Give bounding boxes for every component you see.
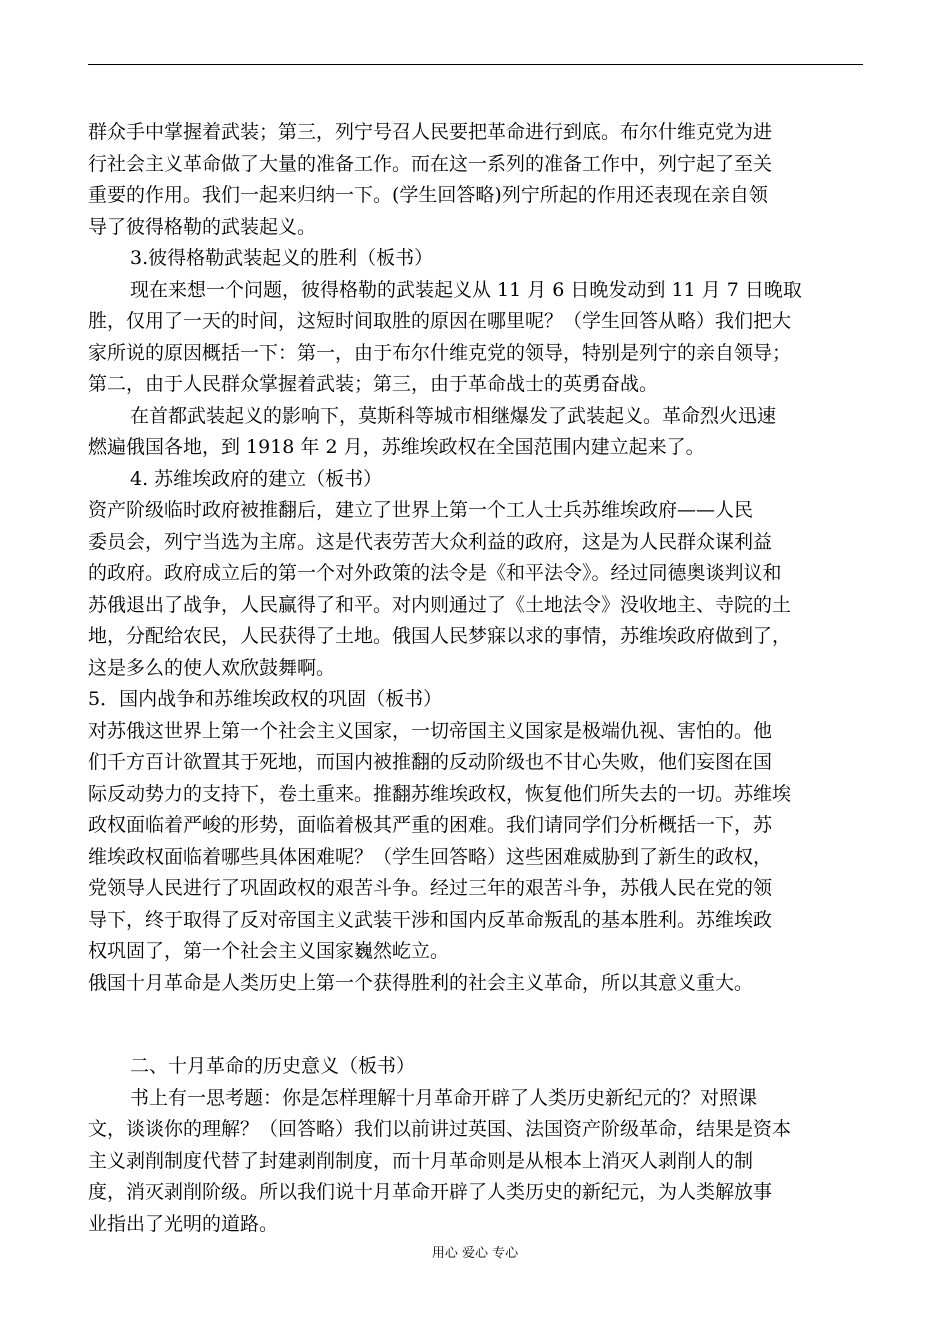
document-body: [88, 117, 863, 1240]
paragraph-line: 的政府。政府成立后的第一个对外政策的法令是《和平法令》。经过同德奥谈判议和: [88, 562, 782, 584]
paragraph-line: 文，谈谈你的理解？（回答略）我们以前讲过英国、法国资产阶级革命，结果是资本: [88, 1118, 792, 1140]
paragraph-line: 行社会主义革命做了大量的准备工作。而在这一系列的准备工作中，列宁起了至关: [88, 152, 773, 175]
paragraph-line: 现在来想一个问题，彼得格勒的武装起义从 11 月 6 日晚发动到 11 月 7 日晚取: [130, 278, 802, 301]
paragraph-line: 俄国十月革命是人类历史上第一个获得胜利的社会主义革命，所以其意义重大。: [88, 971, 754, 994]
paragraph-line: 燃遍俄国各地，到 1918 年 2 月，苏维埃政权在全国范围内建立起来了。: [88, 436, 705, 458]
paragraph-line: 们千方百计欲置其于死地，而国内被推翻的反动阶级也不甘心失败，他们妄图在国: [88, 751, 773, 773]
section-heading-4: 4. 苏维埃政府的建立（板书）: [130, 467, 383, 490]
section-heading-3: 3.彼得格勒武装起义的胜利（板书）: [130, 247, 434, 269]
paragraph-line: 委员会，列宁当选为主席。这是代表劳苦大众利益的政府，这是为人民群众谋利益: [88, 530, 773, 553]
paragraph-line: 这是多么的使人欢欣鼓舞啊。: [88, 656, 336, 679]
paragraph-line: 苏俄退出了战争，人民赢得了和平。对内则通过了《土地法令》没收地主、寺院的土: [88, 593, 792, 616]
paragraph-line: 胜，仅用了一天的时间，这短时间取胜的原因在哪里呢？（学生回答从略）我们把大: [88, 310, 792, 332]
paragraph-line: 权巩固了，第一个社会主义国家巍然屹立。: [88, 940, 450, 962]
paragraph-line: 对苏俄这世界上第一个社会主义国家，一切帝国主义国家是极端仇视、害怕的。他: [88, 719, 773, 742]
paragraph-line: 重要的作用。我们一起来归纳一下。(学生回答略)列宁所起的作用还表现在亲自领: [88, 184, 768, 206]
paragraph-line: 维埃政权面临着哪些具体困难呢？（学生回答略）这些困难威胁到了新生的政权，: [88, 845, 773, 868]
paragraph-line: 政权面临着严峻的形势，面临着极其严重的困难。我们请同学们分析概括一下，苏: [88, 814, 773, 836]
paragraph-line: 在首都武装起义的影响下，莫斯科等城市相继爆发了武装起义。革命烈火迅速: [130, 404, 777, 427]
blank-line: [88, 999, 863, 1051]
paragraph-line: 业指出了光明的道路。: [88, 1212, 279, 1235]
paragraph-line: 导下，终于取得了反对帝国主义武装干涉和国内反革命叛乱的基本胜利。苏维埃政: [88, 908, 773, 931]
paragraph-line: 地，分配给农民，人民获得了土地。俄国人民梦寐以求的事情，苏维埃政府做到了，: [88, 625, 792, 647]
header-rule: [88, 64, 863, 65]
paragraph-line: 导了彼得格勒的武装起义。: [88, 215, 317, 238]
paragraph-line: 际反动势力的支持下，卷土重来。推翻苏维埃政权，恢复他们所失去的一切。苏维埃: [88, 782, 792, 805]
paragraph-line: 主义剥削制度代替了封建剥削制度，而十月革命则是从根本上消灭人剥削人的制: [88, 1149, 754, 1172]
paragraph-line: 党领导人民进行了巩固政权的艰苦斗争。经过三年的艰苦斗争，苏俄人民在党的领: [88, 877, 773, 899]
paragraph-line: 资产阶级临时政府被推翻后，建立了世界上第一个工人士兵苏维埃政府——人民: [88, 499, 754, 521]
paragraph-line: 家所说的原因概括一下：第一，由于布尔什维克党的领导，特别是列宁的亲自领导；: [88, 341, 792, 364]
section-heading-2: 二、十月革命的历史意义（板书）: [130, 1055, 416, 1077]
paragraph-line: 第二，由于人民群众掌握着武装；第三，由于革命战士的英勇奋战。: [88, 373, 659, 395]
paragraph-line: 书上有一思考题：你是怎样理解十月革命开辟了人类历史新纪元的？对照课: [130, 1086, 758, 1109]
page-footer: 用心 爱心 专心: [431, 1246, 519, 1261]
section-heading-5: 5．国内战争和苏维埃政权的巩固（板书）: [88, 688, 443, 710]
paragraph-line: 度，消灭剥削阶级。所以我们说十月革命开辟了人类历史的新纪元，为人类解放事: [88, 1181, 773, 1203]
paragraph-line: 群众手中掌握着武装；第三，列宁号召人民要把革命进行到底。布尔什维克党为进: [88, 121, 773, 143]
